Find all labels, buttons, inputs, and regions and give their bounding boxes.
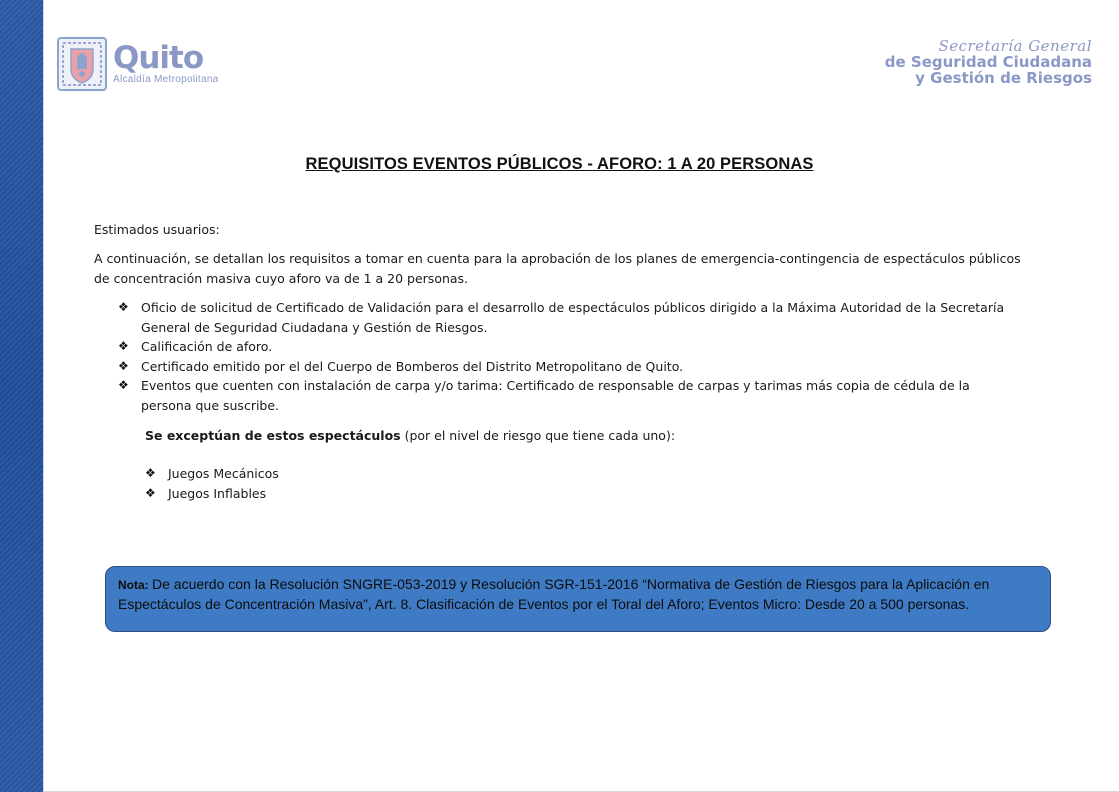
list-item <box>118 337 1018 357</box>
diamond-bullet-icon: ❖ <box>145 485 156 500</box>
note-box <box>105 566 1051 632</box>
secretaria-line-1: Secretaría General <box>938 37 1092 55</box>
exceptions-heading-bold: Se exceptúan de estos espectáculos <box>145 428 401 443</box>
requirement-text: Oficio de solicitud de Certificado de Validación para el desarrollo de espectáculos públicos dirigido a la Máxima Autoridad de la Secretaría General de Seguridad Ciudadana y Gestión de Riesgos. <box>141 300 1005 335</box>
requirement-text: Calificación de aforo. <box>141 339 273 354</box>
exceptions-heading-rest: (por el nivel de riesgo que tiene cada uno): <box>400 428 676 443</box>
side-decorative-band <box>0 0 43 792</box>
quito-crest-icon <box>57 37 107 91</box>
secretaria-logo <box>885 38 1092 86</box>
list-item <box>145 484 279 504</box>
requirements-list <box>118 298 1018 415</box>
secretaria-line-3: y Gestión de Riesgos <box>915 69 1092 87</box>
quito-logo <box>57 36 242 92</box>
note-label: Nota: <box>118 578 152 592</box>
exception-text: Juegos Inflables <box>168 485 267 501</box>
intro-paragraph: A continuación, se detallan los requisitos a tomar en cuenta para la aprobación de los planes de emergencia-contingencia de espectáculos públicos de concentración masiva cuyo aforo va de 1 a 20 personas. <box>94 251 1021 286</box>
greeting: Estimados usuarios: <box>94 222 220 237</box>
list-item <box>118 298 1018 337</box>
note-text: De acuerdo con la Resolución SNGRE-053-2019 y Resolución SGR-151-2016 “Normativa de Gestión de Riesgos para la Aplicación en Espectáculos de Concentración Masiva”, Art. 8. Clasificación de Eventos por el Toral del Aforo; Eventos Micro: Desde 20 a 500 personas. <box>118 576 990 612</box>
list-item <box>145 464 279 484</box>
diamond-bullet-icon: ❖ <box>118 378 129 392</box>
list-item <box>118 376 1018 415</box>
requirement-text: Eventos que cuenten con instalación de carpa y/o tarima: Certificado de responsable de carpas y tarimas más copia de cédula de la persona que suscribe. <box>141 378 970 413</box>
diamond-bullet-icon: ❖ <box>118 339 129 353</box>
diamond-bullet-icon: ❖ <box>145 466 156 480</box>
exceptions-list <box>145 464 279 503</box>
document-title: REQUISITOS EVENTOS PÚBLICOS - AFORO: 1 A 20 PERSONAS <box>305 155 814 173</box>
diamond-bullet-icon: ❖ <box>118 300 129 314</box>
diamond-bullet-icon: ❖ <box>118 358 129 373</box>
logo-subtitle: Alcaldía Metropolitana <box>113 74 219 85</box>
secretaria-line-2: de Seguridad Ciudadana <box>884 53 1092 71</box>
exceptions-heading <box>145 426 675 446</box>
logo-wordmark: Quito <box>113 40 204 76</box>
requirement-text: Certificado emitido por el del Cuerpo de Bomberos del Distrito Metropolitano de Quito. <box>141 358 684 374</box>
list-item <box>118 357 1018 377</box>
exception-text: Juegos Mecánicos <box>168 466 279 481</box>
page-edge-divider <box>43 0 44 792</box>
